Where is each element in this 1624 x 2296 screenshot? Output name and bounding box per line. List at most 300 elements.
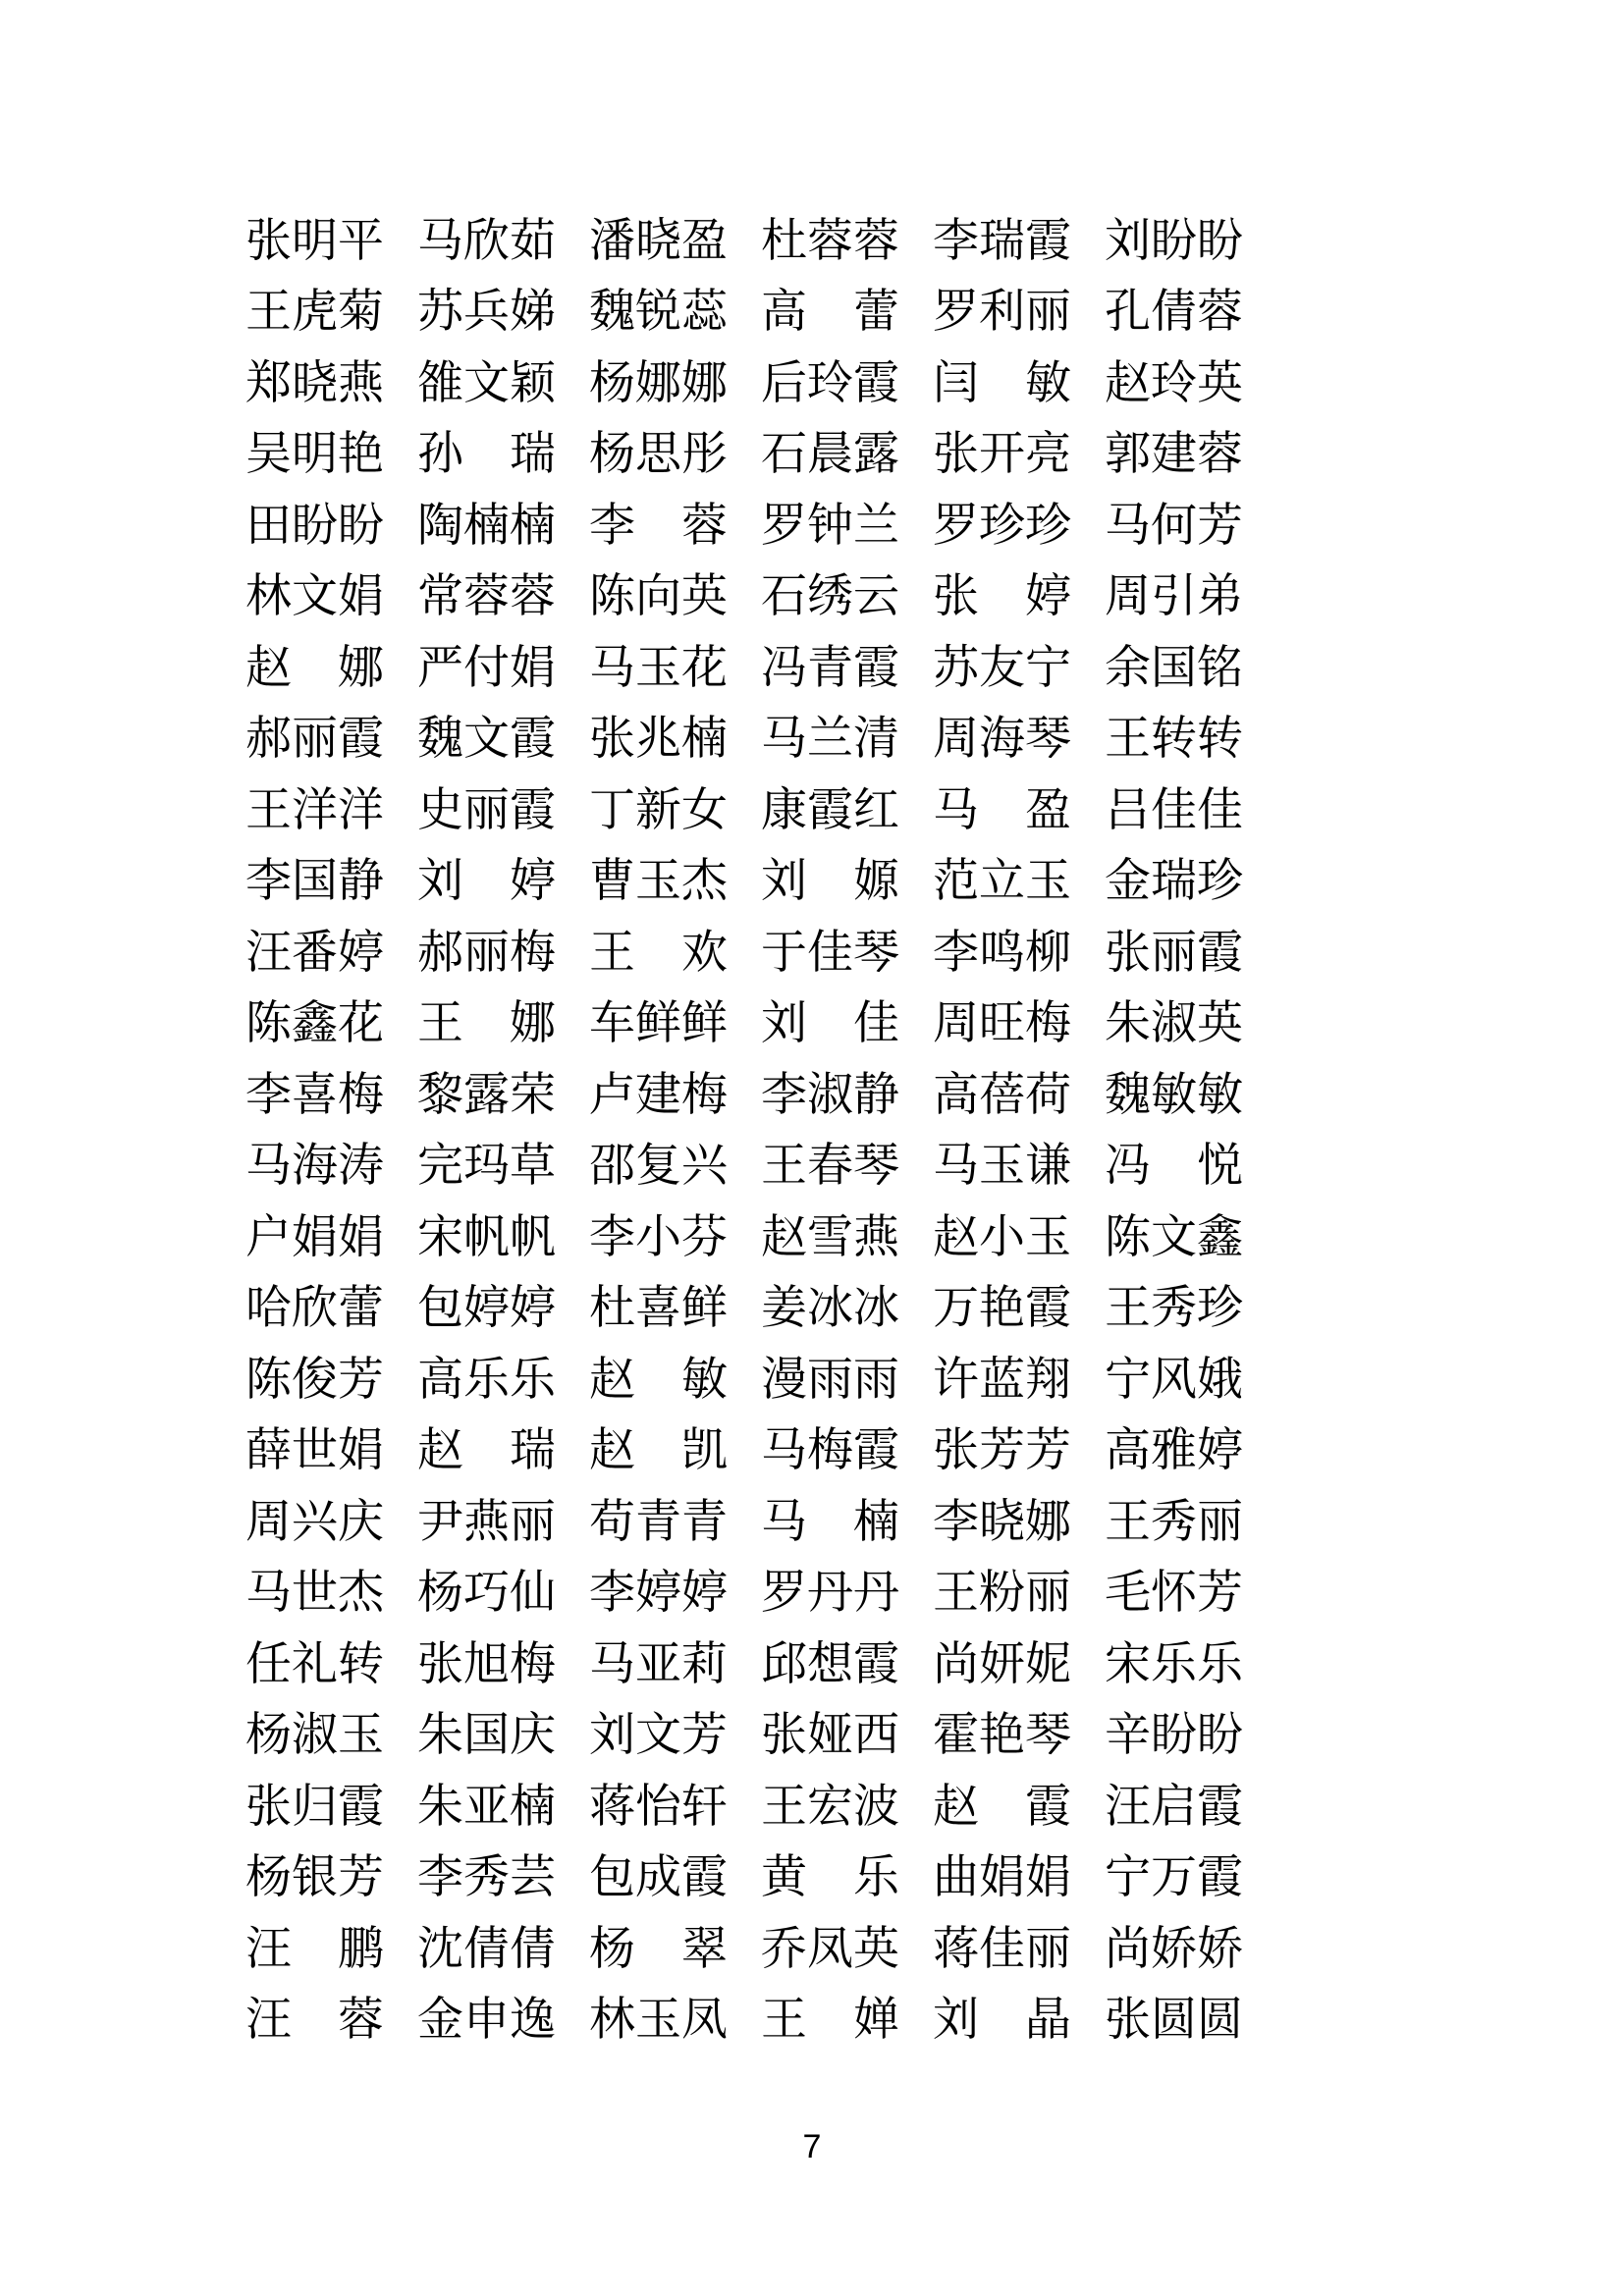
name-character: 哈 bbox=[245, 1283, 292, 1335]
name-character: 建 bbox=[1151, 429, 1197, 481]
name-character: 郭 bbox=[1105, 429, 1151, 481]
name-character: 芳 bbox=[1197, 1568, 1243, 1620]
person-name bbox=[933, 1852, 1071, 1904]
person-name bbox=[933, 1211, 1071, 1263]
name-character: 杨 bbox=[589, 357, 635, 409]
name-character: 菊 bbox=[338, 287, 384, 339]
name-character: 丹 bbox=[807, 1568, 853, 1620]
person-name bbox=[761, 1781, 899, 1833]
person-name bbox=[1105, 1069, 1243, 1121]
name-character: 建 bbox=[635, 1069, 681, 1121]
name-character: 乐 bbox=[1197, 1638, 1243, 1690]
name-character: 李 bbox=[933, 215, 979, 267]
name-character: 罗 bbox=[933, 287, 979, 339]
name-character: 霞 bbox=[1025, 215, 1071, 267]
person-name bbox=[417, 856, 556, 908]
name-character: 完 bbox=[417, 1141, 463, 1193]
name-character: 赵 bbox=[417, 1425, 463, 1477]
name-character: 小 bbox=[979, 1211, 1025, 1263]
name-character: 婷 bbox=[510, 1283, 556, 1335]
name-character: 李 bbox=[933, 1496, 979, 1548]
name-character: 亮 bbox=[1025, 429, 1071, 481]
person-name bbox=[417, 642, 556, 694]
name-character: 瑞 bbox=[510, 429, 556, 481]
name-character: 倩 bbox=[463, 1923, 510, 1975]
name-character: 汪 bbox=[245, 1923, 292, 1975]
name-character: 雪 bbox=[807, 1211, 853, 1263]
name-character: 李 bbox=[417, 1852, 463, 1904]
name-character: 霞 bbox=[807, 784, 853, 836]
name-character: 荣 bbox=[510, 1069, 556, 1121]
person-name bbox=[589, 1354, 728, 1406]
name-character: 汪 bbox=[245, 927, 292, 979]
name-character: 兰 bbox=[807, 714, 853, 766]
person-name bbox=[417, 500, 556, 552]
name-character: 张 bbox=[589, 714, 635, 766]
name-character: 茹 bbox=[510, 215, 556, 267]
name-character: 杰 bbox=[338, 1568, 384, 1620]
name-character: 刘 bbox=[1105, 215, 1151, 267]
name-character: 付 bbox=[463, 642, 510, 694]
name-character: 欣 bbox=[292, 1283, 338, 1335]
name-character: 晓 bbox=[635, 215, 681, 267]
person-name bbox=[933, 1069, 1071, 1121]
name-character: 玉 bbox=[338, 1710, 384, 1762]
name-row bbox=[245, 1487, 1243, 1559]
name-character: 潘 bbox=[589, 215, 635, 267]
person-name bbox=[245, 1995, 384, 2047]
name-character: 丽 bbox=[1197, 1496, 1243, 1548]
name-character: 盼 bbox=[338, 500, 384, 552]
name-character: 张 bbox=[933, 571, 979, 623]
name-character: 陈 bbox=[589, 571, 635, 623]
person-name bbox=[589, 1425, 728, 1477]
name-character: 蓉 bbox=[807, 215, 853, 267]
name-character: 罗 bbox=[761, 1568, 807, 1620]
name-character: 包 bbox=[417, 1283, 463, 1335]
name-row bbox=[245, 491, 1243, 562]
name-character: 妮 bbox=[1025, 1638, 1071, 1690]
name-character: 辛 bbox=[1105, 1710, 1151, 1762]
name-character: 旺 bbox=[979, 998, 1025, 1050]
name-character: 英 bbox=[1197, 998, 1243, 1050]
name-character: 洋 bbox=[338, 784, 384, 836]
name-character: 马 bbox=[245, 1568, 292, 1620]
name-character: 彤 bbox=[681, 429, 728, 481]
person-name bbox=[1105, 500, 1243, 552]
person-name bbox=[417, 1283, 556, 1335]
name-character: 孔 bbox=[1105, 287, 1151, 339]
name-character: 周 bbox=[245, 1496, 292, 1548]
name-character: 西 bbox=[853, 1710, 899, 1762]
name-character: 张 bbox=[1105, 1995, 1151, 2047]
name-character: 晓 bbox=[979, 1496, 1025, 1548]
name-character: 陶 bbox=[417, 500, 463, 552]
name-character: 朱 bbox=[1105, 998, 1151, 1050]
person-name bbox=[761, 1069, 899, 1121]
name-character: 魏 bbox=[1105, 1069, 1151, 1121]
person-name bbox=[761, 1283, 899, 1335]
name-character: 开 bbox=[979, 429, 1025, 481]
name-character: 高 bbox=[761, 287, 807, 339]
name-character: 霞 bbox=[1025, 1283, 1071, 1335]
name-character: 琴 bbox=[1025, 1710, 1071, 1762]
person-name bbox=[417, 215, 556, 267]
name-character: 喜 bbox=[292, 1069, 338, 1121]
name-character: 申 bbox=[463, 1995, 510, 2047]
name-character: 万 bbox=[1151, 1852, 1197, 1904]
person-name bbox=[1105, 571, 1243, 623]
name-character: 想 bbox=[807, 1638, 853, 1690]
name-character: 马 bbox=[245, 1141, 292, 1193]
name-character: 娟 bbox=[338, 571, 384, 623]
person-name bbox=[589, 1496, 728, 1548]
name-character: 佳 bbox=[979, 1923, 1025, 1975]
name-character: 凤 bbox=[681, 1995, 728, 2047]
person-name bbox=[589, 429, 728, 481]
name-character: 霞 bbox=[853, 1425, 899, 1477]
person-name bbox=[1105, 429, 1243, 481]
name-character: 玉 bbox=[1025, 1211, 1071, 1263]
name-character: 丽 bbox=[1025, 287, 1071, 339]
person-name bbox=[245, 429, 384, 481]
name-character: 包 bbox=[589, 1852, 635, 1904]
name-character: 花 bbox=[338, 998, 384, 1050]
name-character: 玛 bbox=[463, 1141, 510, 1193]
person-name bbox=[933, 429, 1071, 481]
name-character: 琴 bbox=[1025, 714, 1071, 766]
person-name bbox=[245, 1069, 384, 1121]
name-character: 海 bbox=[292, 1141, 338, 1193]
name-character: 娇 bbox=[1197, 1923, 1243, 1975]
name-character: 瑞 bbox=[510, 1425, 556, 1477]
name-character: 丽 bbox=[1151, 927, 1197, 979]
name-row bbox=[245, 1914, 1243, 1986]
name-character: 兵 bbox=[463, 287, 510, 339]
person-name bbox=[761, 1354, 899, 1406]
name-character: 盼 bbox=[292, 500, 338, 552]
name-character: 宏 bbox=[807, 1781, 853, 1833]
person-name bbox=[1105, 215, 1243, 267]
name-character: 杨 bbox=[589, 429, 635, 481]
name-character: 楠 bbox=[510, 1781, 556, 1833]
name-character: 霞 bbox=[510, 784, 556, 836]
person-name bbox=[417, 1852, 556, 1904]
name-character: 后 bbox=[761, 357, 807, 409]
name-character: 世 bbox=[292, 1568, 338, 1620]
name-character: 刘 bbox=[417, 856, 463, 908]
person-name bbox=[589, 1923, 728, 1975]
name-character: 宋 bbox=[1105, 1638, 1151, 1690]
person-name bbox=[1105, 287, 1243, 339]
name-character: 草 bbox=[510, 1141, 556, 1193]
name-character: 杜 bbox=[761, 215, 807, 267]
name-character: 霞 bbox=[853, 1638, 899, 1690]
person-name bbox=[245, 287, 384, 339]
name-character: 蓉 bbox=[510, 571, 556, 623]
person-name bbox=[589, 287, 728, 339]
person-name bbox=[589, 1710, 728, 1762]
person-name bbox=[1105, 1923, 1243, 1975]
name-character: 珍 bbox=[979, 500, 1025, 552]
name-character: 姜 bbox=[761, 1283, 807, 1335]
name-character: 仙 bbox=[510, 1568, 556, 1620]
name-character: 盈 bbox=[681, 215, 728, 267]
name-character: 芸 bbox=[510, 1852, 556, 1904]
name-character: 嫄 bbox=[853, 856, 899, 908]
person-name bbox=[933, 215, 1071, 267]
person-name bbox=[245, 1710, 384, 1762]
name-character: 雒 bbox=[417, 357, 463, 409]
name-character: 亚 bbox=[635, 1638, 681, 1690]
name-character: 玲 bbox=[1151, 357, 1197, 409]
name-character: 小 bbox=[635, 1211, 681, 1263]
name-character: 霞 bbox=[338, 714, 384, 766]
person-name bbox=[933, 1995, 1071, 2047]
name-character: 向 bbox=[635, 571, 681, 623]
name-character: 张 bbox=[761, 1710, 807, 1762]
name-row bbox=[245, 1345, 1243, 1416]
name-character: 丽 bbox=[1025, 1923, 1071, 1975]
name-character: 霞 bbox=[1197, 1852, 1243, 1904]
person-name bbox=[933, 1568, 1071, 1620]
person-name bbox=[417, 1995, 556, 2047]
name-character: 马 bbox=[589, 642, 635, 694]
name-character: 晶 bbox=[1025, 1995, 1071, 2047]
name-character: 鹏 bbox=[338, 1923, 384, 1975]
person-name bbox=[761, 1923, 899, 1975]
person-name bbox=[589, 784, 728, 836]
name-character: 春 bbox=[807, 1141, 853, 1193]
name-character: 薛 bbox=[245, 1425, 292, 1477]
name-character: 李 bbox=[761, 1069, 807, 1121]
person-name bbox=[1105, 1211, 1243, 1263]
name-character: 旭 bbox=[463, 1638, 510, 1690]
person-name bbox=[417, 1211, 556, 1263]
person-name bbox=[1105, 1638, 1243, 1690]
person-name bbox=[589, 1568, 728, 1620]
name-character: 王 bbox=[761, 1141, 807, 1193]
name-character: 玲 bbox=[807, 357, 853, 409]
name-character: 锐 bbox=[635, 287, 681, 339]
person-name bbox=[761, 215, 899, 267]
person-name bbox=[761, 714, 899, 766]
person-name bbox=[1105, 714, 1243, 766]
person-name bbox=[1105, 1354, 1243, 1406]
name-character: 燕 bbox=[463, 1496, 510, 1548]
name-row bbox=[245, 1701, 1243, 1773]
person-name bbox=[245, 1425, 384, 1477]
name-character: 青 bbox=[807, 642, 853, 694]
name-row bbox=[245, 420, 1243, 492]
person-name bbox=[933, 642, 1071, 694]
person-name bbox=[245, 1852, 384, 1904]
name-character: 赵 bbox=[245, 642, 292, 694]
name-character: 李 bbox=[245, 1069, 292, 1121]
name-character: 鲜 bbox=[681, 998, 728, 1050]
name-character: 王 bbox=[1105, 1496, 1151, 1548]
name-character: 蕾 bbox=[853, 287, 899, 339]
name-row bbox=[245, 1843, 1243, 1915]
name-character: 周 bbox=[933, 714, 979, 766]
person-name bbox=[417, 927, 556, 979]
name-character: 倩 bbox=[1151, 287, 1197, 339]
name-row bbox=[245, 705, 1243, 776]
name-character: 淑 bbox=[1151, 998, 1197, 1050]
person-name bbox=[589, 1995, 728, 2047]
name-character: 娟 bbox=[292, 1211, 338, 1263]
name-character: 婷 bbox=[510, 856, 556, 908]
name-character: 鲜 bbox=[635, 998, 681, 1050]
name-character: 珍 bbox=[1197, 856, 1243, 908]
name-character: 吕 bbox=[1105, 784, 1151, 836]
name-character: 清 bbox=[853, 714, 899, 766]
name-character: 蓉 bbox=[338, 1995, 384, 2047]
person-name bbox=[1105, 1568, 1243, 1620]
name-row bbox=[245, 1132, 1243, 1203]
name-character: 蓝 bbox=[979, 1354, 1025, 1406]
name-row bbox=[245, 1629, 1243, 1701]
name-character: 曹 bbox=[589, 856, 635, 908]
person-name bbox=[589, 571, 728, 623]
name-row bbox=[245, 562, 1243, 634]
name-character: 魏 bbox=[589, 287, 635, 339]
person-name bbox=[933, 998, 1071, 1050]
name-row bbox=[245, 278, 1243, 349]
name-character: 鸣 bbox=[979, 927, 1025, 979]
name-character: 王 bbox=[245, 287, 292, 339]
name-character: 芳 bbox=[681, 1710, 728, 1762]
person-name bbox=[417, 714, 556, 766]
person-name bbox=[761, 429, 899, 481]
name-character: 杨 bbox=[245, 1710, 292, 1762]
name-character: 蓉 bbox=[1197, 287, 1243, 339]
name-character: 蓓 bbox=[979, 1069, 1025, 1121]
name-character: 逸 bbox=[510, 1995, 556, 2047]
name-character: 宋 bbox=[417, 1211, 463, 1263]
name-character: 柳 bbox=[1025, 927, 1071, 979]
name-character: 翔 bbox=[1025, 1354, 1071, 1406]
name-row bbox=[245, 1274, 1243, 1346]
name-character: 婷 bbox=[338, 927, 384, 979]
name-character: 毛 bbox=[1105, 1568, 1151, 1620]
name-character: 史 bbox=[417, 784, 463, 836]
name-character: 严 bbox=[417, 642, 463, 694]
name-character: 转 bbox=[1197, 714, 1243, 766]
person-name bbox=[589, 927, 728, 979]
person-name bbox=[1105, 1710, 1243, 1762]
name-character: 英 bbox=[681, 571, 728, 623]
name-row bbox=[245, 633, 1243, 705]
name-character: 玉 bbox=[979, 1141, 1025, 1193]
name-character: 汪 bbox=[1105, 1781, 1151, 1833]
name-row bbox=[245, 348, 1243, 420]
name-character: 婷 bbox=[635, 1568, 681, 1620]
person-name bbox=[933, 714, 1071, 766]
person-name bbox=[417, 1923, 556, 1975]
name-character: 盼 bbox=[1151, 215, 1197, 267]
person-name bbox=[417, 1141, 556, 1193]
person-name bbox=[933, 1923, 1071, 1975]
name-character: 文 bbox=[463, 357, 510, 409]
person-name bbox=[1105, 1283, 1243, 1335]
name-character: 张 bbox=[245, 215, 292, 267]
name-character: 文 bbox=[1151, 1211, 1197, 1263]
person-name bbox=[761, 1995, 899, 2047]
name-character: 虎 bbox=[292, 287, 338, 339]
name-character: 闫 bbox=[933, 357, 979, 409]
names-grid bbox=[245, 206, 1243, 2056]
name-character: 瑞 bbox=[979, 215, 1025, 267]
person-name bbox=[245, 357, 384, 409]
name-character: 赵 bbox=[589, 1354, 635, 1406]
name-character: 青 bbox=[681, 1496, 728, 1548]
person-name bbox=[417, 1781, 556, 1833]
name-character: 冰 bbox=[807, 1283, 853, 1335]
person-name bbox=[589, 642, 728, 694]
person-name bbox=[589, 357, 728, 409]
name-character: 邵 bbox=[589, 1141, 635, 1193]
name-character: 霞 bbox=[1197, 1781, 1243, 1833]
name-character: 银 bbox=[292, 1852, 338, 1904]
name-character: 田 bbox=[245, 500, 292, 552]
name-character: 陈 bbox=[245, 1354, 292, 1406]
name-character: 兴 bbox=[292, 1496, 338, 1548]
name-character: 马 bbox=[933, 784, 979, 836]
name-character: 于 bbox=[761, 927, 807, 979]
person-name bbox=[245, 1354, 384, 1406]
person-name bbox=[933, 1496, 1071, 1548]
name-character: 霞 bbox=[338, 1781, 384, 1833]
person-name bbox=[933, 1638, 1071, 1690]
person-name bbox=[589, 856, 728, 908]
name-character: 露 bbox=[853, 429, 899, 481]
name-character: 蒋 bbox=[589, 1781, 635, 1833]
person-name bbox=[761, 1141, 899, 1193]
name-character: 艳 bbox=[979, 1283, 1025, 1335]
name-character: 霍 bbox=[933, 1710, 979, 1762]
name-character: 刘 bbox=[933, 1995, 979, 2047]
name-character: 林 bbox=[589, 1995, 635, 2047]
name-character: 婷 bbox=[1197, 1425, 1243, 1477]
name-character: 尹 bbox=[417, 1496, 463, 1548]
person-name bbox=[245, 927, 384, 979]
name-character: 佳 bbox=[1151, 784, 1197, 836]
name-character: 梅 bbox=[1025, 998, 1071, 1050]
name-character: 倩 bbox=[510, 1923, 556, 1975]
person-name bbox=[761, 784, 899, 836]
person-name bbox=[417, 357, 556, 409]
person-name bbox=[761, 856, 899, 908]
name-character: 李 bbox=[589, 1211, 635, 1263]
person-name bbox=[933, 1425, 1071, 1477]
name-character: 孙 bbox=[417, 429, 463, 481]
name-character: 绣 bbox=[807, 571, 853, 623]
person-name bbox=[1105, 856, 1243, 908]
name-character: 国 bbox=[292, 856, 338, 908]
name-character: 芳 bbox=[338, 1852, 384, 1904]
person-name bbox=[417, 1354, 556, 1406]
name-character: 女 bbox=[681, 784, 728, 836]
name-row bbox=[245, 1559, 1243, 1630]
name-character: 珍 bbox=[1025, 500, 1071, 552]
name-character: 刘 bbox=[589, 1710, 635, 1762]
name-character: 杨 bbox=[589, 1923, 635, 1975]
name-character: 凯 bbox=[681, 1425, 728, 1477]
person-name bbox=[761, 1710, 899, 1762]
name-character: 郝 bbox=[417, 927, 463, 979]
name-character: 魏 bbox=[417, 714, 463, 766]
